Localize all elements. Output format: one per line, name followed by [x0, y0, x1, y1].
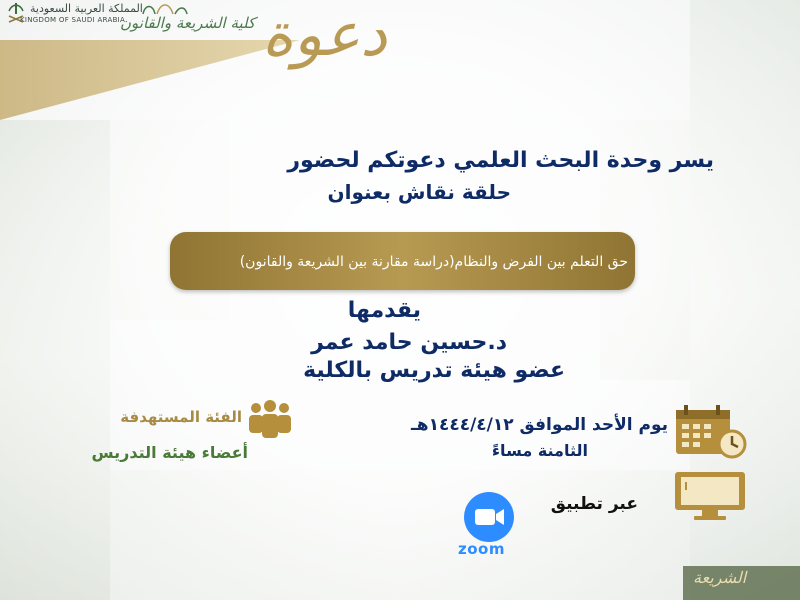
header-logos [0, 0, 256, 120]
presenter-role: عضو هيئة تدريس بالكلية [303, 358, 565, 383]
intro-line-2: حلقة نقاش بعنوان [327, 180, 511, 204]
event-date: يوم الأحد الموافق ١٤٤٤/٤/١٢هـ [410, 415, 668, 435]
event-time: الثامنة مساءً [491, 441, 588, 460]
kingdom-name-english: KINGDOM OF SAUDI ARABIA [20, 16, 126, 24]
people-icon [244, 398, 296, 442]
monitor-icon [672, 470, 748, 522]
page-title: دعوة [262, 0, 387, 70]
zoom-camera-icon [463, 491, 515, 543]
calendar-clock-icon [672, 404, 748, 460]
audience-label: الفئة المستهدفة [120, 408, 242, 426]
presenter-intro: يقدمها [347, 298, 421, 323]
platform-via-text: عبر تطبيق [550, 494, 638, 514]
kingdom-name-arabic: المملكة العربية السعودية [30, 2, 143, 15]
topic-title: حق التعلم بين الفرض والنظام(دراسة مقارنة بين الشريعة والقانون) [239, 254, 628, 270]
zoom-wordmark: zoom [458, 540, 505, 558]
presenter-name: د.حسين حامد عمر [311, 330, 507, 355]
intro-line-1: يسر وحدة البحث العلمي دعوتكم لحضور [287, 148, 714, 173]
corner-logo-text: الشريعة [693, 568, 747, 587]
college-name-arabic: كلية الشريعة والقانون [120, 14, 256, 32]
audience-value: أعضاء هيئة التدريس [91, 443, 248, 462]
